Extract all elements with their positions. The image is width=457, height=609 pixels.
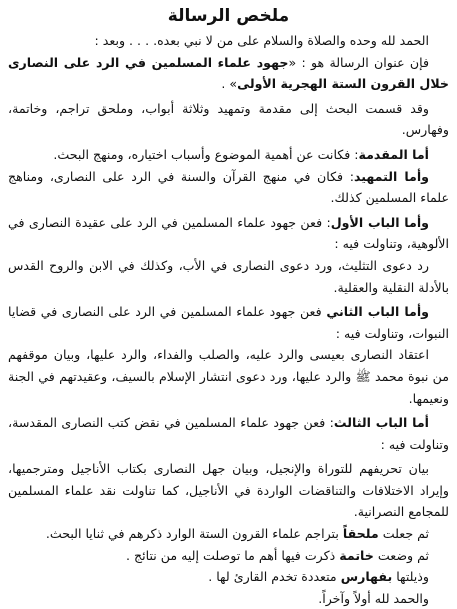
part-three-detail-paragraph xyxy=(8,458,449,523)
opening-text: الحمد لله وحده والصلاة والسلام على من لا نبي بعده. . . . وبعد : xyxy=(94,33,429,48)
appendix-pre: ثم جعلت xyxy=(382,526,429,542)
part-three-detail: بيان تحريفهم للتوراة والإنجيل، وبيان جهل النصارى بكتاب الأناجيل ومترجميها، وإيراد الاختلافات والتناقضات الواردة في الأناجيل، كما تناولت نقد علماء المسلمين للمجامع النصرانية. xyxy=(8,461,449,520)
conclusion-post: ذكرت فيها أهم ما توصلت إليه من نتائج . xyxy=(125,547,336,563)
part-three-paragraph xyxy=(8,412,449,455)
index-paragraph xyxy=(8,566,449,588)
structure-paragraph xyxy=(8,98,449,141)
part-one-detail: رد دعوى التثليث، ورد دعوى النصارى في الأب، وكذلك في الابن والروح القدس بالأدلة النقلية والعقلية. xyxy=(8,257,449,295)
appendix-post: بتراجم علماء القرون الستة الوارد ذكرهم في ثنايا البحث. xyxy=(45,526,339,542)
prelude-text: : فكان في منهج القرآن والسنة في الرد على النصارى، ومناهج علماء المسلمين كذلك. xyxy=(8,168,449,206)
page-title: ملخص الرسالة xyxy=(167,6,290,26)
title-intro-text: فإن عنوان الرسالة هو : « xyxy=(288,54,429,70)
thesis-title: جهود علماء المسلمين في الرد على النصارى خلال القرون الستة الهجرية الأولى xyxy=(8,54,449,92)
part-two-detail-paragraph xyxy=(8,344,449,409)
prelude-paragraph xyxy=(8,166,449,209)
thesis-title-paragraph xyxy=(8,52,449,95)
part-two-label: وأما الباب الثاني xyxy=(326,304,429,320)
part-one-text: : فعن جهود علماء المسلمين في الرد على عقيدة النصارى في الألوهية، وتناولت فيه : xyxy=(8,214,449,252)
part-one-detail-paragraph xyxy=(8,255,449,298)
part-two-text: فعن جهود علماء المسلمين في الرد على النصارى في قضايا النبوات، وتناولت فيه : xyxy=(8,304,449,341)
part-three-text: : فعن جهود علماء المسلمين في نقض كتب النصارى المقدسة، وتناولت فيه : xyxy=(8,415,449,452)
appendix-paragraph xyxy=(8,523,449,545)
conclusion-pre: ثم وضعت xyxy=(377,547,429,563)
conclusion-label: خاتمة xyxy=(339,547,374,563)
part-one-paragraph xyxy=(8,212,449,255)
opening-paragraph xyxy=(8,30,449,52)
prelude-label: وأما التمهيد xyxy=(353,168,429,184)
closing-paragraph xyxy=(8,588,449,609)
part-two-paragraph xyxy=(8,301,449,344)
part-three-label: أما الباب الثالث xyxy=(333,415,429,431)
part-two-detail: اعتقاد النصارى بعيسى والرد عليه، والصلب والفداء، والرد عليها، وبيان موقفهم من نبوة محمد ﷺ والرد عليها، ورد دعوى انتشار الإسلام بالسيف، وعقيدتهم في الجنة ونعيمها. xyxy=(8,347,449,406)
index-label: بفهارس xyxy=(340,569,393,585)
conclusion-paragraph xyxy=(8,545,449,567)
introduction-text: : فكانت عن أهمية الموضوع وأسباب اختياره، ومنهج البحث. xyxy=(53,146,359,162)
title-close-text: » . xyxy=(221,76,238,92)
index-pre: وذيلتها xyxy=(396,569,429,585)
part-one-label: وأما الباب الأول xyxy=(330,214,429,230)
closing-text: والحمد لله أولاً وآخراً. xyxy=(318,590,429,606)
structure-text: وقد قسمت البحث إلى مقدمة وتمهيد وثلاثة أبواب، وملحق تراجم، وخاتمة، وفهارس. xyxy=(8,100,449,138)
introduction-label: أما المقدمة xyxy=(358,146,429,162)
introduction-paragraph xyxy=(8,144,449,166)
index-post: متعددة تخدم القارئ لها . xyxy=(208,569,337,585)
appendix-label: ملحقاً xyxy=(342,526,379,542)
